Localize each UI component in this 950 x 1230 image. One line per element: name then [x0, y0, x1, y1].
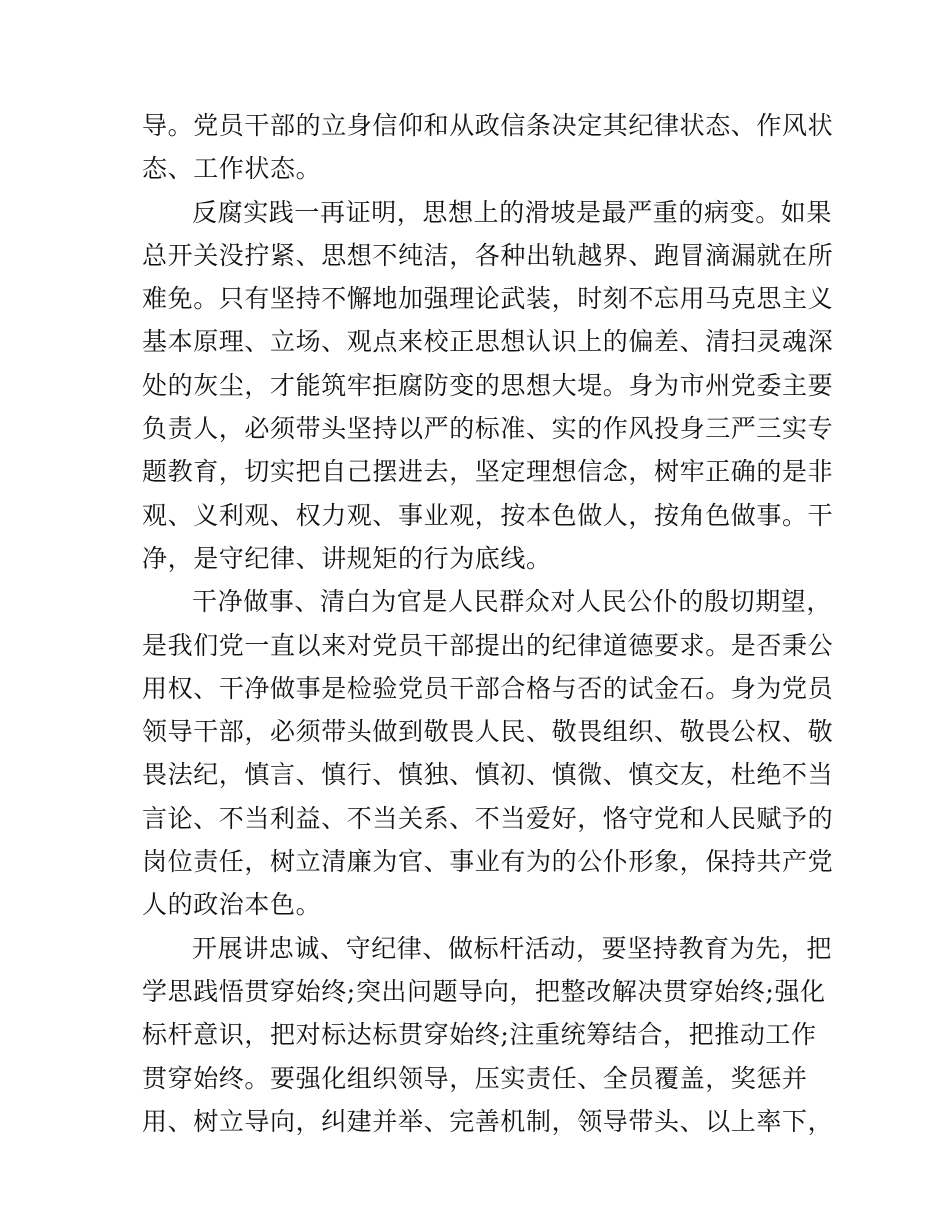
- text-line: 贯穿始终。要强化组织领导，压实责任、全员覆盖，奖惩并: [142, 1063, 808, 1093]
- text-line: 用权、干净做事是检验党员干部合格与否的试金石。身为党员: [142, 673, 834, 703]
- text-line: 畏法纪，慎言、慎行、慎独、慎初、慎微、慎交友，杜绝不当: [142, 760, 834, 790]
- text-line: 负责人，必须带头坚持以严的标准、实的作风投身三严三实专: [142, 414, 834, 444]
- text-line: 导。党员干部的立身信仰和从政信条决定其纪律状态、作风状: [142, 111, 834, 140]
- document-body: [142, 104, 834, 1143]
- text-line: 题教育，切实把自己摆进去，坚定理想信念，树牢正确的是非: [142, 457, 834, 487]
- text-line: 用、树立导向，纠建并举、完善机制，领导带头、以上率下，: [142, 1106, 834, 1136]
- text-line: 基本原理、立场、观点来校正思想认识上的偏差、清扫灵魂深: [142, 327, 834, 357]
- text-line: 处的灰尘，才能筑牢拒腐防变的思想大堤。身为市州党委主要: [142, 370, 834, 400]
- text-line: 言论、不当利益、不当关系、不当爱好，恪守党和人民赋予的: [142, 803, 834, 833]
- text-line: 是我们党一直以来对党员干部提出的纪律道德要求。是否秉公: [142, 630, 834, 660]
- text-line: 岗位责任，树立清廉为官、事业有为的公仆形象，保持共产党: [142, 847, 834, 877]
- text-line: 领导干部，必须带头做到敬畏人民、敬畏组织、敬畏公权、敬: [142, 717, 834, 747]
- text-line: 观、义利观、权力观、事业观，按本色做人，按角色做事。干: [142, 500, 834, 530]
- text-line: 学思践悟贯穿始终;突出问题导向，把整改解决贯穿始终;强化: [142, 976, 826, 1006]
- paragraph-first-line: 开展讲忠诚、守纪律、做标杆活动，要坚持教育为先，把: [192, 933, 833, 963]
- text-line: 态、工作状态。: [142, 154, 322, 184]
- paragraph-first-line: 干净做事、清白为官是人民群众对人民公仆的殷切期望，: [192, 587, 833, 617]
- text-line: 总开关没拧紧、思想不纯洁，各种出轨越界、跑冒滴漏就在所: [142, 240, 834, 270]
- paragraph-first-line: 反腐实践一再证明，思想上的滑坡是最严重的病变。如果: [192, 197, 833, 227]
- text-line: 人的政治本色。: [142, 890, 322, 920]
- text-line: 净，是守纪律、讲规矩的行为底线。: [142, 543, 552, 573]
- text-line: 标杆意识，把对标达标贯穿始终;注重统筹结合，把推动工作: [142, 1020, 817, 1050]
- text-line: 难免。只有坚持不懈地加强理论武装，时刻不忘用马克思主义: [142, 284, 834, 314]
